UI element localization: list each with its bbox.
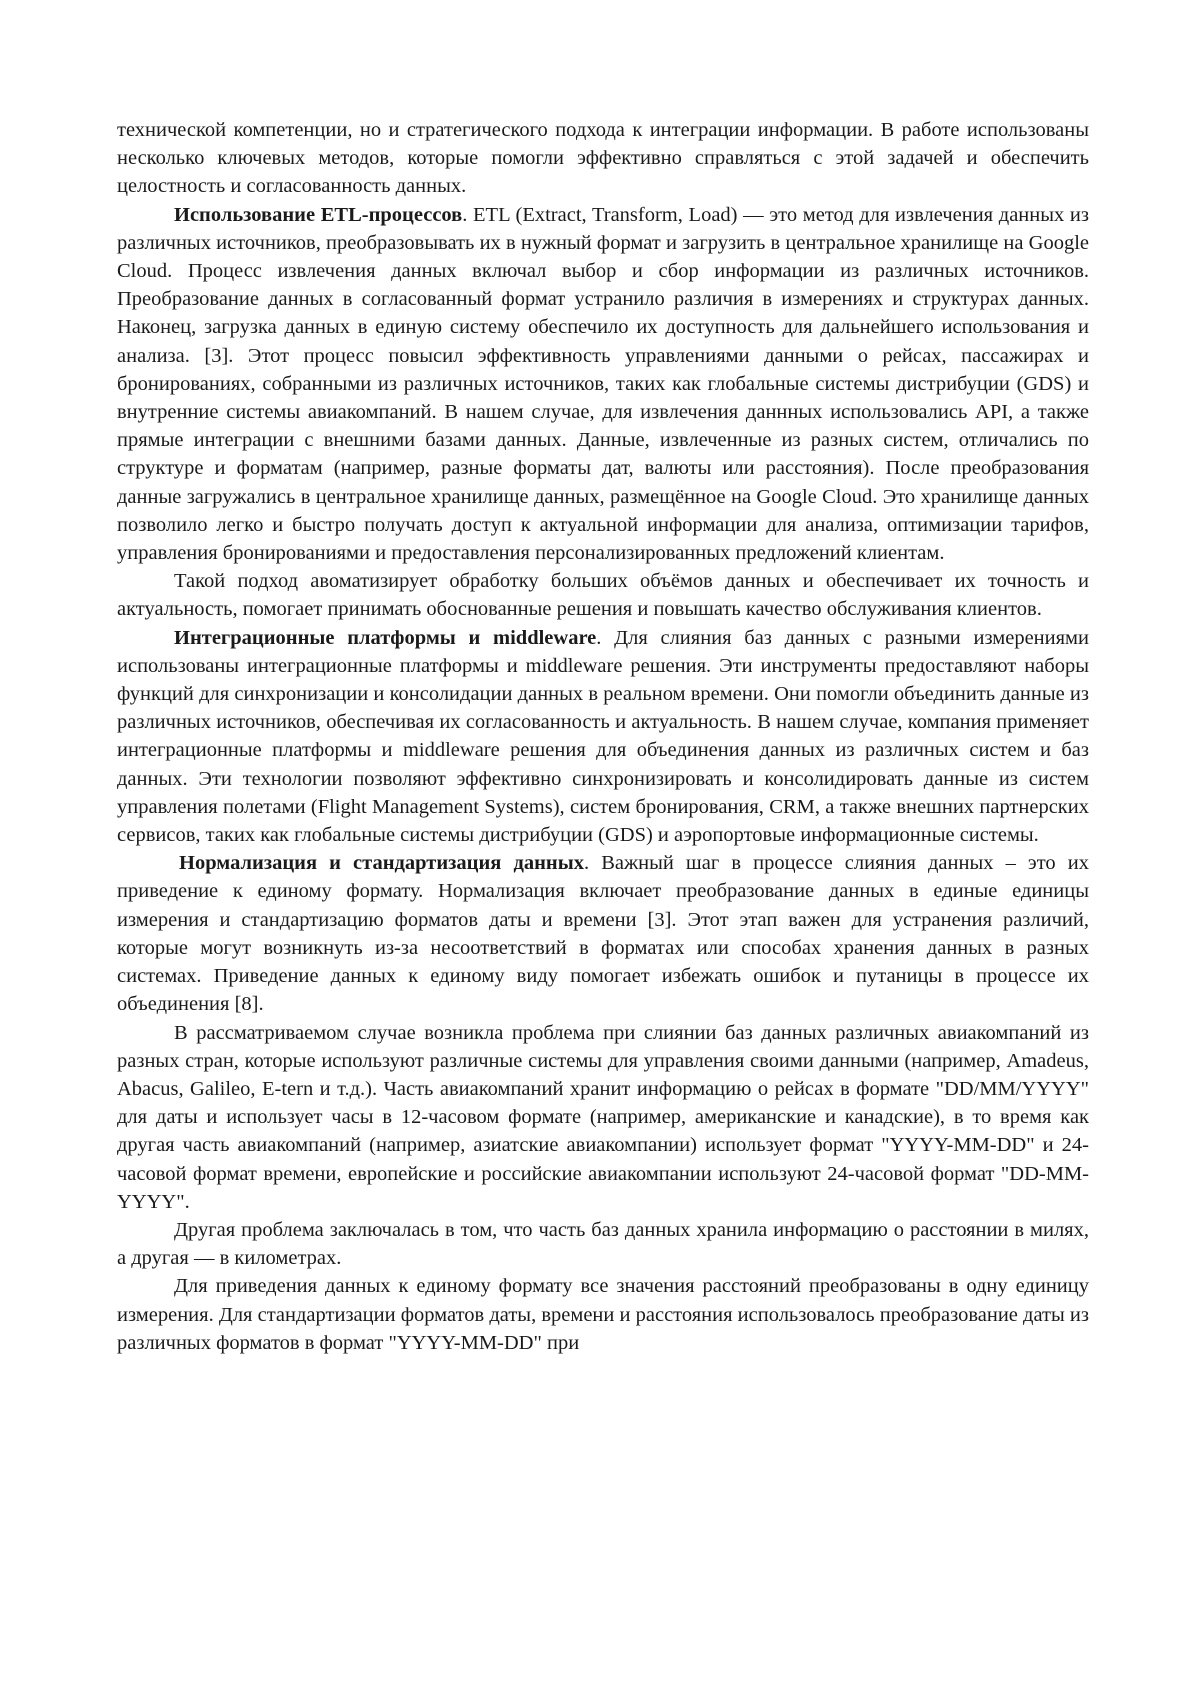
paragraph-text: В рассматриваемом случае возникла проблема при слиянии баз данных различных авиакомпаний из разных стран, которые используют различные системы для управления своими данными (например, Amadeus, Abacus, Galileo, E-tern и т.д.). Часть авиакомпаний хранит информацию о рейсах в формате "DD/MM/YYYY" для даты и использует часы в 12-часовом формате (например, американские и канадские), в то время как другая часть авиакомпаний (например, азиатские авиакомпании) использует формат "YYYY-MM-DD" и 24-часовой формат времени, европейские и российские авиакомпании используют 24-часовой формат "DD-MM-YYYY". xyxy=(117,1021,1089,1213)
paragraph-conversion xyxy=(117,1272,1089,1357)
paragraph-case xyxy=(117,1019,1089,1216)
paragraph-distance xyxy=(117,1216,1089,1272)
document-page xyxy=(117,116,1089,1357)
paragraph-text: . ETL (Extract, Transform, Load) — это метод для извлечения данных из различных источников, преобразовывать их в нужный формат и загрузить в центральное хранилище на Google Cloud. Процесс извлечения данных включал выбор и сбор информации из различных источников. Преобразование данных в согласованный формат устранило различия в измерениях и структурах данных. Наконец, загрузка данных в единую систему обеспечило их доступность для дальнейшего использования и анализа. [3]. Этот процесс повысил эффективность управлениями данными о рейсах, пассажирах и бронированиях, собранными из различных источников, таких как глобальные системы дистрибуции (GDS) и внутренние системы авиакомпаний. В нашем случае, для извлечения даннных использовались API, а также прямые интеграции с внешними базами данных. Данные, извлеченные из разных систем, отличались по структуре и форматам (например, разные форматы дат, валюты или расстояния). После преобразования данные загружались в центральное хранилище данных, размещённое на Google Cloud. Это хранилище данных позволило легко и быстро получать доступ к актуальной информации для анализа, оптимизации тарифов, управления бронированиями и предоставления персонализированных предложений клиентам. xyxy=(117,203,1090,565)
paragraph-text: технической компетенции, но и стратегического подхода к интеграции информации. В работе использованы несколько ключевых методов, которые помогли эффективно справляться с этой задачей и обеспечить целостность и согласованность данных. xyxy=(117,119,1089,198)
paragraph-text: Другая проблема заключалась в том, что часть баз данных хранила информацию о расстоянии в милях, а другая — в километрах. xyxy=(117,1218,1089,1270)
paragraph-text: Для приведения данных к единому формату все значения расстояний преобразованы в одну единицу измерения. Для стандартизации форматов даты, времени и расстояния использовалось преобразование даты из различных форматов в формат "YYYY-MM-DD" при xyxy=(117,1275,1089,1354)
paragraph-etl xyxy=(117,201,1089,568)
paragraph-intro xyxy=(117,116,1089,201)
paragraph-text: Такой подход авоматизирует обработку больших объёмов данных и обеспечивает их точность и актуальность, помогает принимать обоснованные решения и повышать качество обслуживания клиентов. xyxy=(117,570,1089,621)
paragraph-text: . Важный шаг в процессе слияния данных – это их приведение к единому формату. Нормализация включает преобразование данных в единые единицы измерения и стандартизацию форматов даты и времени [3]. Этот этап важен для устранения различий, которые могут возникнуть из-за несоответствий в форматах или способах хранения данных в разных системах. Приведение данных к единому виду помогает избежать ошибок и путаницы в процессе их объединения [8]. xyxy=(117,852,1089,1016)
section-heading-normalization: Нормализация и стандартизация данных xyxy=(179,852,584,875)
paragraph-normalization xyxy=(117,849,1089,1018)
section-heading-etl: Использование ETL-процессов xyxy=(174,203,463,226)
paragraph-approach xyxy=(117,567,1089,623)
section-heading-middleware: Интеграционные платформы и middleware xyxy=(174,626,597,649)
paragraph-middleware xyxy=(117,624,1089,850)
paragraph-text: . Для слияния баз данных с разными измерениями использованы интеграционные платформы и middleware решения. Эти инструменты предоставляют наборы функций для синхронизации и консолидации данных в реальном времени. Они помогли объединить данные из различных источников, обеспечивая их согласованность и актуальность. В нашем случае, компания применяет интеграционные платформы и middleware решения для объединения данных из различных систем и баз данных. Эти технологии позволяют эффективно синхронизировать и консолидировать данные из систем управления полетами (Flight Management Systems), систем бронирования, CRM, а также внешних партнерских сервисов, таких как глобальные системы дистрибуции (GDS) и аэропортовые информационные системы. xyxy=(117,626,1089,847)
